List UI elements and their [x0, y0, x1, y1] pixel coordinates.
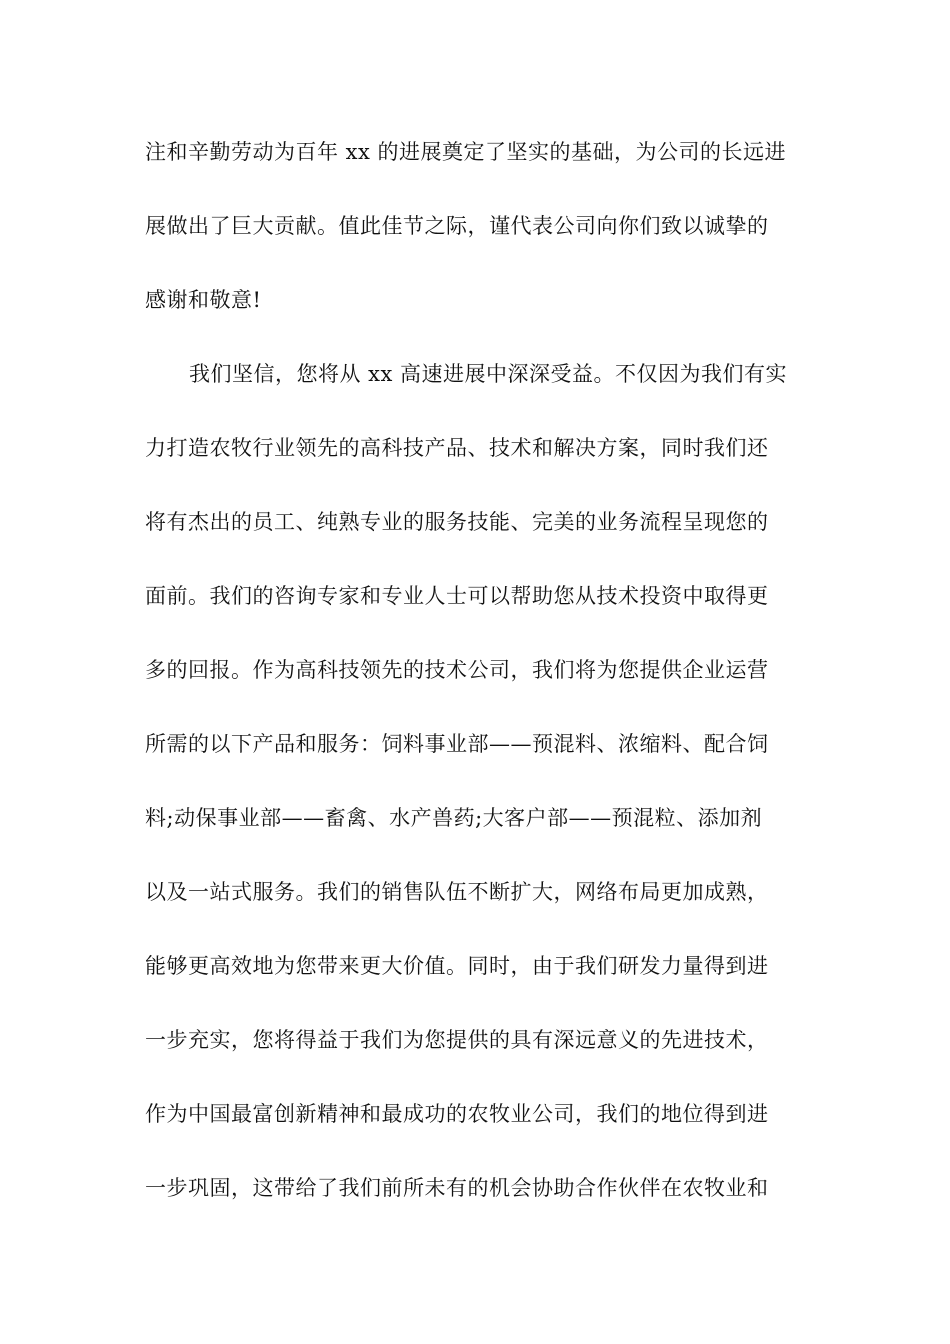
text-line: 将有杰出的员工、纯熟专业的服务技能、完美的业务流程呈现您的 — [145, 510, 769, 534]
text-line: 多的回报。作为高科技领先的技术公司，我们将为您提供企业运营 — [145, 658, 769, 682]
text-line: 所需的以下产品和服务：饲料事业部——预混料、浓缩料、配合饲 — [145, 732, 769, 756]
text-line: 以及一站式服务。我们的销售队伍不断扩大，网络布局更加成熟， — [145, 880, 769, 904]
text-line: 力打造农牧行业领先的高科技产品、技术和解决方案，同时我们还 — [145, 436, 769, 460]
text-line: 展做出了巨大贡献。值此佳节之际，谨代表公司向你们致以诚挚的 — [145, 214, 769, 238]
text-line: 感谢和敬意! — [145, 288, 262, 312]
text-line: 注和辛勤劳动为百年 xx 的进展奠定了坚实的基础，为公司的长远进 — [145, 140, 787, 164]
text-line: 面前。我们的咨询专家和专业人士可以帮助您从技术投资中取得更 — [145, 584, 769, 608]
text-line: 料;动保事业部——畜禽、水产兽药;大客户部——预混粒、添加剂 — [145, 806, 763, 830]
text-line: 能够更高效地为您带来更大价值。同时，由于我们研发力量得到进 — [145, 954, 769, 978]
text-line: 一步巩固，这带给了我们前所未有的机会协助合作伙伴在农牧业和 — [145, 1176, 769, 1200]
body-text — [145, 130, 810, 1240]
text-line: 一步充实，您将得益于我们为您提供的具有深远意义的先进技术， — [145, 1028, 769, 1052]
paragraph-first-line: 我们坚信，您将从 xx 高速进展中深深受益。不仅因为我们有实 — [189, 362, 788, 386]
text-line: 作为中国最富创新精神和最成功的农牧业公司，我们的地位得到进 — [145, 1102, 769, 1126]
